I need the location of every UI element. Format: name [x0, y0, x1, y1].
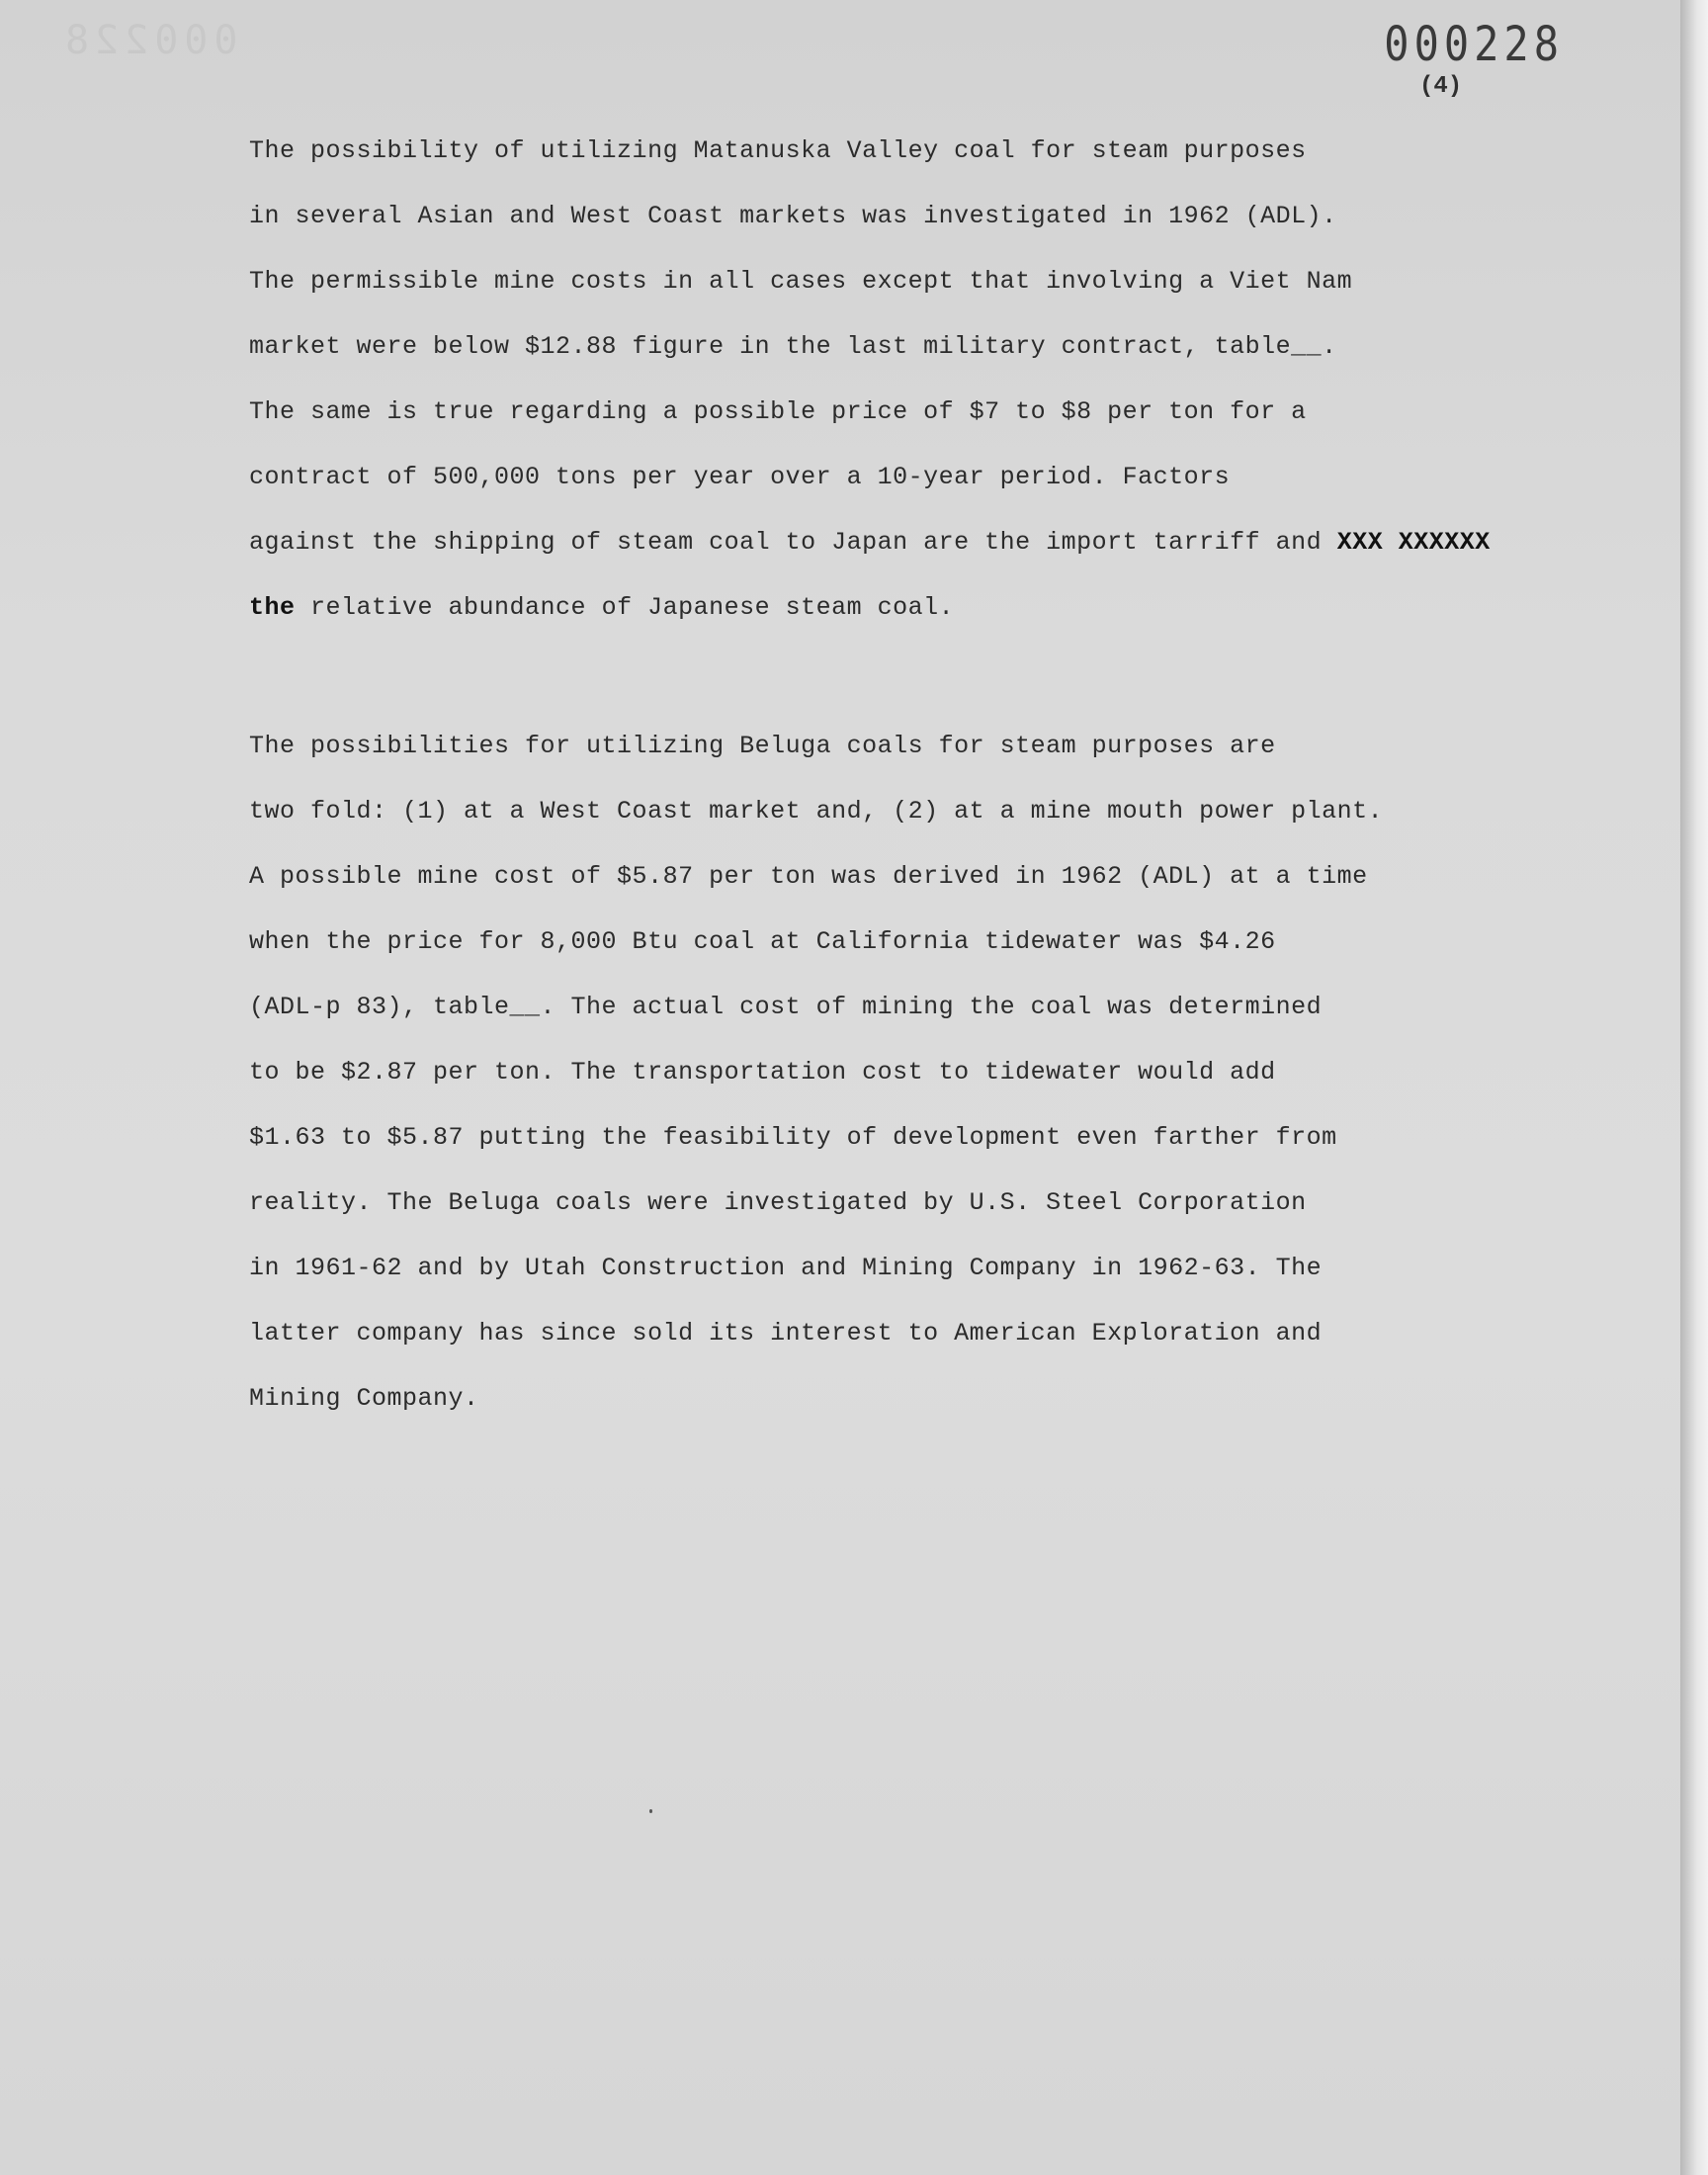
struck-out-text: XXX XXXXXX — [1336, 528, 1491, 557]
scan-speck — [649, 1809, 652, 1813]
text-line: to be $2.87 per ton. The transportation cost to tidewater would add — [249, 1058, 1276, 1087]
paragraph-matanuska — [249, 119, 1491, 641]
text-line: when the price for 8,000 Btu coal at California tidewater was $4.26 — [249, 927, 1276, 956]
text-line: in 1961-62 and by Utah Construction and Mining Company in 1962-63. The — [249, 1254, 1323, 1282]
text-line: The permissible mine costs in all cases except that involving a Viet Nam — [249, 267, 1353, 296]
text-line: The same is true regarding a possible price of $7 to $8 per ton for a — [249, 397, 1307, 426]
bleed-through-number: 000228 — [59, 18, 238, 63]
text-line: A possible mine cost of $5.87 per ton was derived in 1962 (ADL) at a time — [249, 862, 1368, 891]
text-line: $1.63 to $5.87 putting the feasibility of development even farther from — [249, 1123, 1337, 1152]
page-number: (4) — [1419, 73, 1463, 100]
text-line — [249, 575, 1475, 641]
text-line: (ADL-p 83), table__. The actual cost of mining the coal was determined — [249, 993, 1323, 1021]
paragraph-beluga — [249, 714, 1475, 1432]
text-line: The possibilities for utilizing Beluga coals for steam purposes are — [249, 732, 1276, 760]
text-line-content: relative abundance of Japanese steam coal. — [295, 593, 955, 622]
text-line: reality. The Beluga coals were investigated by U.S. Steel Corporation — [249, 1188, 1307, 1217]
text-line — [249, 510, 1491, 575]
document-number: 000228 — [1384, 16, 1564, 72]
text-line: two fold: (1) at a West Coast market and, (2) at a mine mouth power plant. — [249, 797, 1384, 826]
text-line: market were below $12.88 figure in the last military contract, table__. — [249, 332, 1337, 361]
text-line: contract of 500,000 tons per year over a 10-year period. Factors — [249, 463, 1231, 491]
overtyped-word: the — [249, 593, 296, 622]
text-line-content: against the shipping of steam coal to Japan are the import tarriff and — [249, 528, 1323, 557]
text-line: in several Asian and West Coast markets was investigated in 1962 (ADL). — [249, 202, 1337, 230]
page-edge — [1680, 0, 1708, 2175]
text-line: latter company has since sold its interest to American Exploration and — [249, 1319, 1323, 1348]
text-line: The possibility of utilizing Matanuska Valley coal for steam purposes — [249, 136, 1307, 165]
text-line: Mining Company. — [249, 1384, 479, 1413]
